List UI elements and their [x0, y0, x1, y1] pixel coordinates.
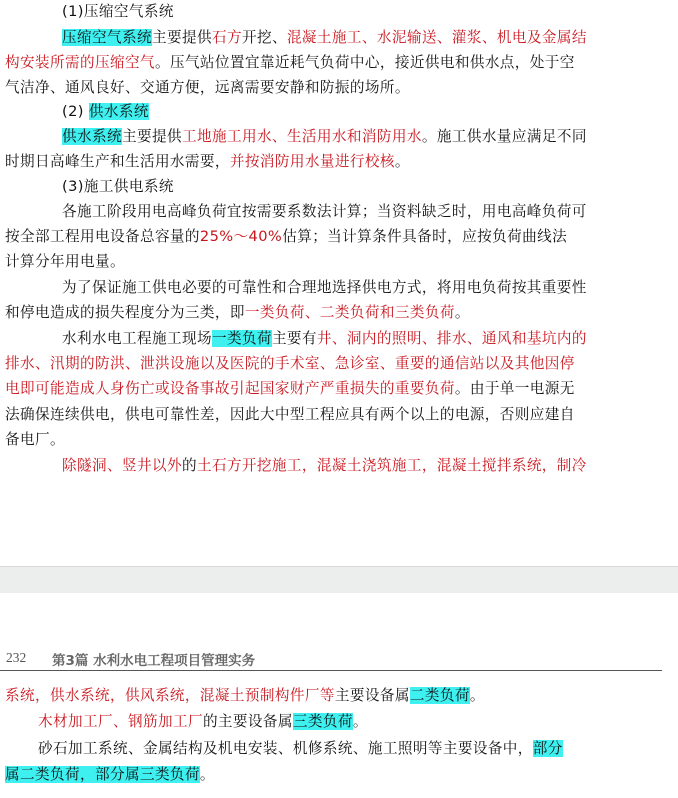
heading-compressed-air: (1)压缩空气系统 — [62, 3, 174, 20]
paragraph-line: 电即可能造成人身伤亡或设备事故引起国家财产严重损失的重要负荷。由于单一电源无 — [5, 380, 575, 397]
paragraph-line: 按全部工程用电设备总容量的25%～40%估算；当计算条件具备时，应按负荷曲线法 — [5, 228, 568, 245]
highlight-term: 一类负荷 — [211, 330, 272, 347]
highlight-term: 压缩空气系统 — [62, 29, 152, 46]
page-separator — [0, 566, 678, 594]
paragraph-line: 法确保连续供电，供电可靠性差，因此大中型工程应具有两个以上的电源，否则应建自 — [5, 406, 575, 423]
paragraph-line: 和停电造成的损失程度分为三类，即一类负荷、二类负荷和三类负荷。 — [5, 304, 470, 321]
highlight-term: 属二类负荷，部分属三类负荷 — [5, 766, 200, 783]
page-number: 232 — [6, 650, 27, 665]
paragraph-line: 构安装所需的压缩空气。压气站位置宜靠近耗气负荷中心，接近供电和供水点，处于空 — [5, 54, 575, 71]
paragraph-line: 备电厂。 — [5, 431, 65, 448]
paragraph-line: 排水、汛期的防洪、泄洪设施以及医院的手术室、急诊室、重要的通信站以及其他因停 — [5, 355, 575, 372]
paragraph-line: 气洁净、通风良好、交通方便，远离需要安静和防振的场所。 — [5, 79, 410, 96]
paragraph-line: 压缩空气系统主要提供石方开挖、混凝土施工、水泥输送、灌浆、机电及金属结 — [62, 29, 587, 46]
highlight-term: 供水系统 — [88, 103, 149, 120]
heading-water-supply: (2) 供水系统 — [62, 103, 149, 120]
paragraph-line: 时期日高峰生产和生活用水需要，并按消防用水量进行校核。 — [5, 153, 410, 170]
heading-power-supply: (3)施工供电系统 — [62, 178, 174, 195]
paragraph-line: 水利水电工程施工现场一类负荷主要有井、洞内的照明、排水、通风和基坑内的 — [62, 330, 587, 347]
document-page-2 — [0, 593, 678, 798]
paragraph-line: 计算分年用电量。 — [5, 253, 125, 270]
paragraph-line: 为了保证施工供电必要的可靠性和合理地选择供电方式，将用电负荷按其重要性 — [62, 279, 587, 296]
paragraph-line: 属二类负荷，部分属三类负荷。 — [5, 766, 215, 783]
paragraph-line: 供水系统主要提供工地施工用水、生活用水和消防用水。施工供水量应满足不同 — [62, 128, 587, 145]
paragraph-line: 各施工阶段用电高峰负荷宜按需要系数法计算；当资料缺乏时，用电高峰负荷可 — [62, 203, 587, 220]
paragraph-line: 系统，供水系统，供风系统，混凝土预制构件厂等主要设备属二类负荷。 — [5, 687, 485, 704]
paragraph-line: 砂石加工系统、金属结构及机电安装、机修系统、施工照明等主要设备中，部分 — [38, 740, 563, 757]
highlight-term: 二类负荷 — [409, 687, 470, 704]
highlight-term: 供水系统 — [62, 128, 122, 145]
highlight-term: 部分 — [532, 740, 563, 757]
highlight-term: 三类负荷 — [292, 713, 353, 730]
paragraph-line: 木材加工厂、钢筋加工厂的主要设备属三类负荷。 — [38, 713, 368, 730]
running-title: 第3篇 水利水电工程项目管理实务 — [52, 653, 256, 669]
page-header — [0, 648, 662, 671]
paragraph-line: 除隧洞、竖井以外的土石方开挖施工，混凝土浇筑施工，混凝土搅拌系统，制冷 — [62, 457, 587, 474]
